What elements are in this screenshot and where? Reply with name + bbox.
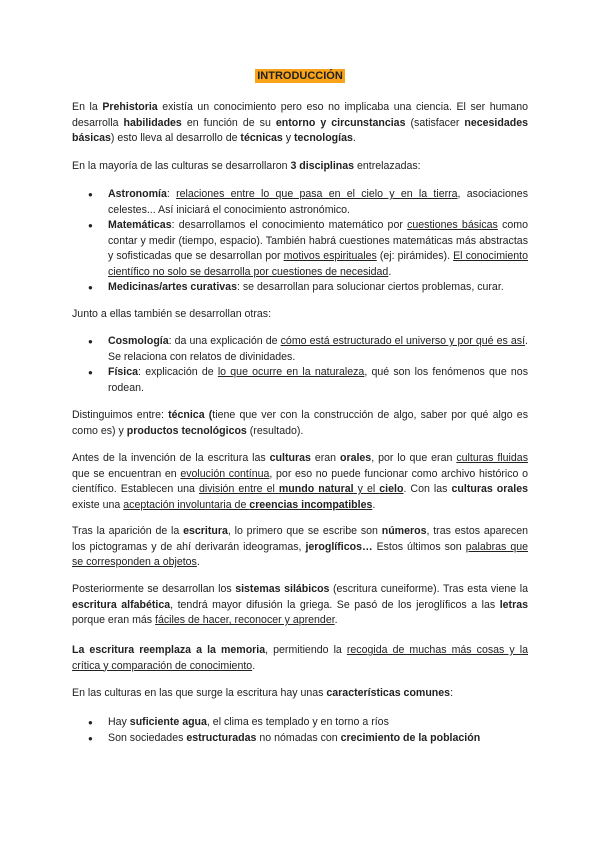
- list-item: ● Astronomía: relaciones entre lo que pasa en el cielo y en la tierra, asociaciones celestes... Así iniciará el conocimiento astronómico.: [72, 187, 528, 218]
- list-item: ● Física: explicación de lo que ocurre en la naturaleza, qué son los fenómenos que nos rodean.: [72, 365, 528, 396]
- list-otras: [72, 334, 528, 396]
- paragraph-prehistoria: En la Prehistoria existía un conocimiento pero eso no implicaba una ciencia. El ser humano desarrolla habilidades en función de su entorno y circunstancias (satisfacer necesidades básicas) esto lleva al desarrollo de técnicas y tecnologías.: [72, 101, 528, 144]
- paragraph-caracteristicas: En las culturas en las que surge la escritura hay unas características comunes:: [72, 687, 454, 699]
- list-item: ● Matemáticas: desarrollamos el conocimiento matemático por cuestiones básicas como contar y medir (tiempo, espacio). También habrá cuestiones matemáticas más abstractas y sofisticadas que se desarrollan por motivos espirituales (ej: pirámides). El conocimiento científico no solo se desarrolla por cuestiones de necesidad.: [72, 218, 528, 280]
- paragraph-culturas-orales: Antes de la invención de la escritura las culturas eran orales, por lo que eran culturas fluidas que se encuentran en evolución contínua, por eso no puede funcionar como archivo histórico o científico. Establecen una división entre el mundo natural y el cielo. Con las culturas orales existe una aceptación involuntaria de creencias incompatibles.: [72, 452, 528, 511]
- paragraph-otras: Junto a ellas también se desarrollan otras:: [72, 308, 272, 320]
- list-item: ● Medicinas/artes curativas: se desarrollan para solucionar ciertos problemas, curar.: [72, 280, 528, 296]
- paragraph-disciplinas: En la mayoría de las culturas se desarrollaron 3 disciplinas entrelazadas:: [72, 160, 421, 172]
- list-disciplinas: [72, 187, 528, 296]
- list-item: ● Hay suficiente agua, el clima es templado y en torno a ríos: [72, 715, 528, 731]
- list-item: ● Son sociedades estructuradas no nómadas con crecimiento de la población: [72, 731, 528, 747]
- paragraph-silabicos: Posteriormente se desarrollan los sistemas silábicos (escritura cuneiforme). Tras esta viene la escritura alfabética, tendrá mayor difusión la griega. Se pasó de los jeroglíficos a las letras porque eran más fáciles de hacer, reconocer y aprender.: [72, 583, 529, 626]
- page-title: INTRODUCCIÓN: [257, 70, 343, 82]
- list-caracteristicas: [72, 715, 528, 746]
- paragraph-memoria: La escritura reemplaza a la memoria, permitiendo la recogida de muchas más cosas y la crítica y comparación de conocimiento.: [72, 644, 528, 672]
- paragraph-tecnica: Distinguimos entre: técnica (tiene que ver con la construcción de algo, saber por qué algo es como es) y productos tecnológicos (resultado).: [72, 409, 528, 437]
- paragraph-escritura: Tras la aparición de la escritura, lo primero que se escribe son números, tras estos aparecen los pictogramas y de ahí derivarán ideogramas, jeroglíficos… Estos últimos son palabras que se corresponden a objetos.: [72, 525, 529, 568]
- list-item: ● Cosmología: da una explicación de cómo está estructurado el universo y por qué es así. Se relaciona con relatos de divinidades.: [72, 334, 528, 365]
